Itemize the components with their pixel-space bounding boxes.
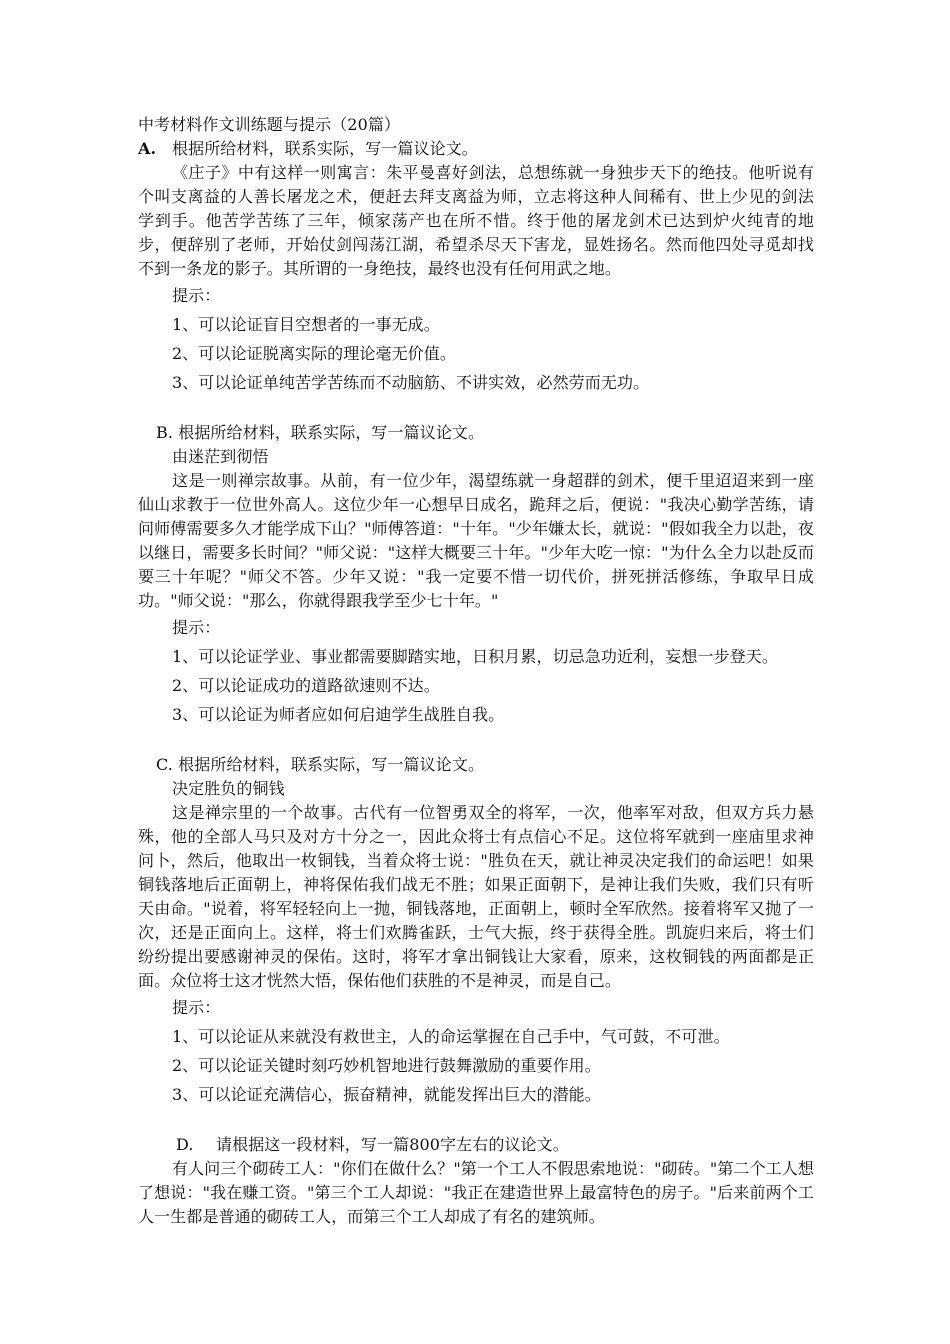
section-b-story-title: 由迷茫到彻悟 bbox=[172, 447, 269, 466]
section-c-hint: 1、可以论证从来就没有救世主，人的命运掌握在自己手中，气可鼓，不可泄。 bbox=[172, 1027, 730, 1046]
section-b-label: B. bbox=[156, 423, 174, 442]
section-a-heading bbox=[138, 137, 814, 161]
section-c-instruction: 根据所给材料，联系实际，写一篇议论文。 bbox=[178, 755, 485, 774]
section-a-label: A. bbox=[138, 139, 157, 158]
section-a-material: 《庄子》中有这样一则寓言：朱平曼喜好剑法，总想练就一身独步天下的绝技。他听说有个叫支离益的人善长屠龙之术，便赶去拜支离益为师，立志将这种人间稀有、世上少见的剑法学到手。他苦学苦练了三年，倾家荡产也在所不惜。终于他的屠龙剑术已达到炉火纯青的地步，便辞别了老师，开始仗剑闯荡江湖，希望杀尽天下害龙，显姓扬名。然而他四处寻觅却找不到一条龙的影子。其所谓的一身绝技，最终也没有任何用武之地。 bbox=[138, 163, 814, 278]
section-spacer bbox=[138, 397, 814, 421]
section-a-instruction: 根据所给材料，联系实际，写一篇议论文。 bbox=[172, 139, 478, 158]
section-c-label: C. bbox=[156, 755, 173, 774]
document-page bbox=[138, 113, 814, 1229]
document-title: 中考材料作文训练题与提示（20篇） bbox=[138, 115, 401, 134]
section-a bbox=[138, 137, 814, 397]
section-b-material: 这是一则禅宗故事。从前，有一位少年，渴望练就一身超群的剑术，便千里迢迢来到一座仙山求教于一位世外高人。这位少年一心想早日成名，跪拜之后，便说："我决心勤学苦练，请问师傅需要多久才能学成下山？"师傅答道："十年。"少年嫌太长，就说："假如我全力以赴，夜以继日，需要多长时间？"师父说："这样大概要三十年。"少年大吃一惊："为什么全力以赴反而要三十年呢？"师父不答。少年又说："我一定要不惜一切代价，拼死拼活修练，争取早日成功。"师父说："那么，你就得跟我学至少七十年。" bbox=[138, 471, 814, 610]
section-c-material: 这是禅宗里的一个故事。古代有一位智勇双全的将军，一次，他率军对敌，但双方兵力悬殊，他的全部人马只及对方十分之一，因此众将士有点信心不足。这位将军就到一座庙里求神问卜，然后，他取出一枚铜钱，当着众将士说："胜负在天，就让神灵决定我们的命运吧！如果铜钱落地后正面朝上，神将保佑我们战无不胜；如果正面朝下，是神让我们失败，我们只有听天由命。"说着，将军轻轻向上一抛，铜钱落地，正面朝上，顿时全军欣然。接着将军又抛了一次，还是正面向上。这样，将士们欢腾雀跃，士气大振，终于获得全胜。凯旋归来后，将士们纷纷提出要感谢神灵的保佑。这时，将军才拿出铜钱让大家看，原来，这枚铜钱的两面都是正面。众位将士这才恍然大悟，保佑他们获胜的不是神灵，而是自己。 bbox=[138, 803, 814, 990]
section-c bbox=[138, 753, 814, 1109]
section-d-material: 有人问三个砌砖工人："你们在做什么？"第一个工人不假思索地说："砌砖。"第二个工人想了想说："我在赚工资。"第三个工人却说："我正在建造世界上最富特色的房子。"后来前两个工人一生都是普通的砌砖工人，而第三个工人却成了有名的建筑师。 bbox=[138, 1159, 814, 1226]
section-b bbox=[138, 421, 814, 729]
section-b-hint-label: 提示： bbox=[172, 618, 221, 637]
section-a-hint: 2、可以论证脱离实际的理论毫无价值。 bbox=[172, 344, 456, 363]
section-d bbox=[138, 1133, 814, 1229]
section-b-hint: 2、可以论证成功的道路欲速则不达。 bbox=[172, 676, 440, 695]
section-a-hint-label: 提示： bbox=[172, 286, 221, 305]
section-d-label: D. bbox=[176, 1135, 194, 1154]
section-c-hint: 3、可以论证充满信心，振奋精神，就能发挥出巨大的潜能。 bbox=[172, 1085, 601, 1104]
section-b-instruction: 根据所给材料，联系实际，写一篇议论文。 bbox=[178, 423, 485, 442]
section-spacer bbox=[138, 729, 814, 753]
section-c-heading bbox=[138, 753, 814, 777]
section-d-heading bbox=[138, 1133, 814, 1157]
section-a-hint: 3、可以论证单纯苦学苦练而不动脑筋、不讲实效，必然劳而无功。 bbox=[172, 373, 650, 392]
section-a-hint: 1、可以论证盲目空想者的一事无成。 bbox=[172, 315, 440, 334]
section-c-hint-label: 提示： bbox=[172, 998, 221, 1017]
section-b-heading bbox=[138, 421, 814, 445]
section-spacer bbox=[138, 1109, 814, 1133]
section-b-hint: 1、可以论证学业、事业都需要脚踏实地，日积月累，切忌急功近利，妄想一步登天。 bbox=[172, 647, 778, 666]
section-c-hint: 2、可以论证关键时刻巧妙机智地进行鼓舞激励的重要作用。 bbox=[172, 1056, 601, 1075]
section-c-story-title: 决定胜负的铜钱 bbox=[172, 779, 285, 798]
section-d-instruction: 请根据这一段材料，写一篇800字左右的议论文。 bbox=[216, 1135, 569, 1154]
section-b-hint: 3、可以论证为师者应如何启迪学生战胜自我。 bbox=[172, 705, 505, 724]
